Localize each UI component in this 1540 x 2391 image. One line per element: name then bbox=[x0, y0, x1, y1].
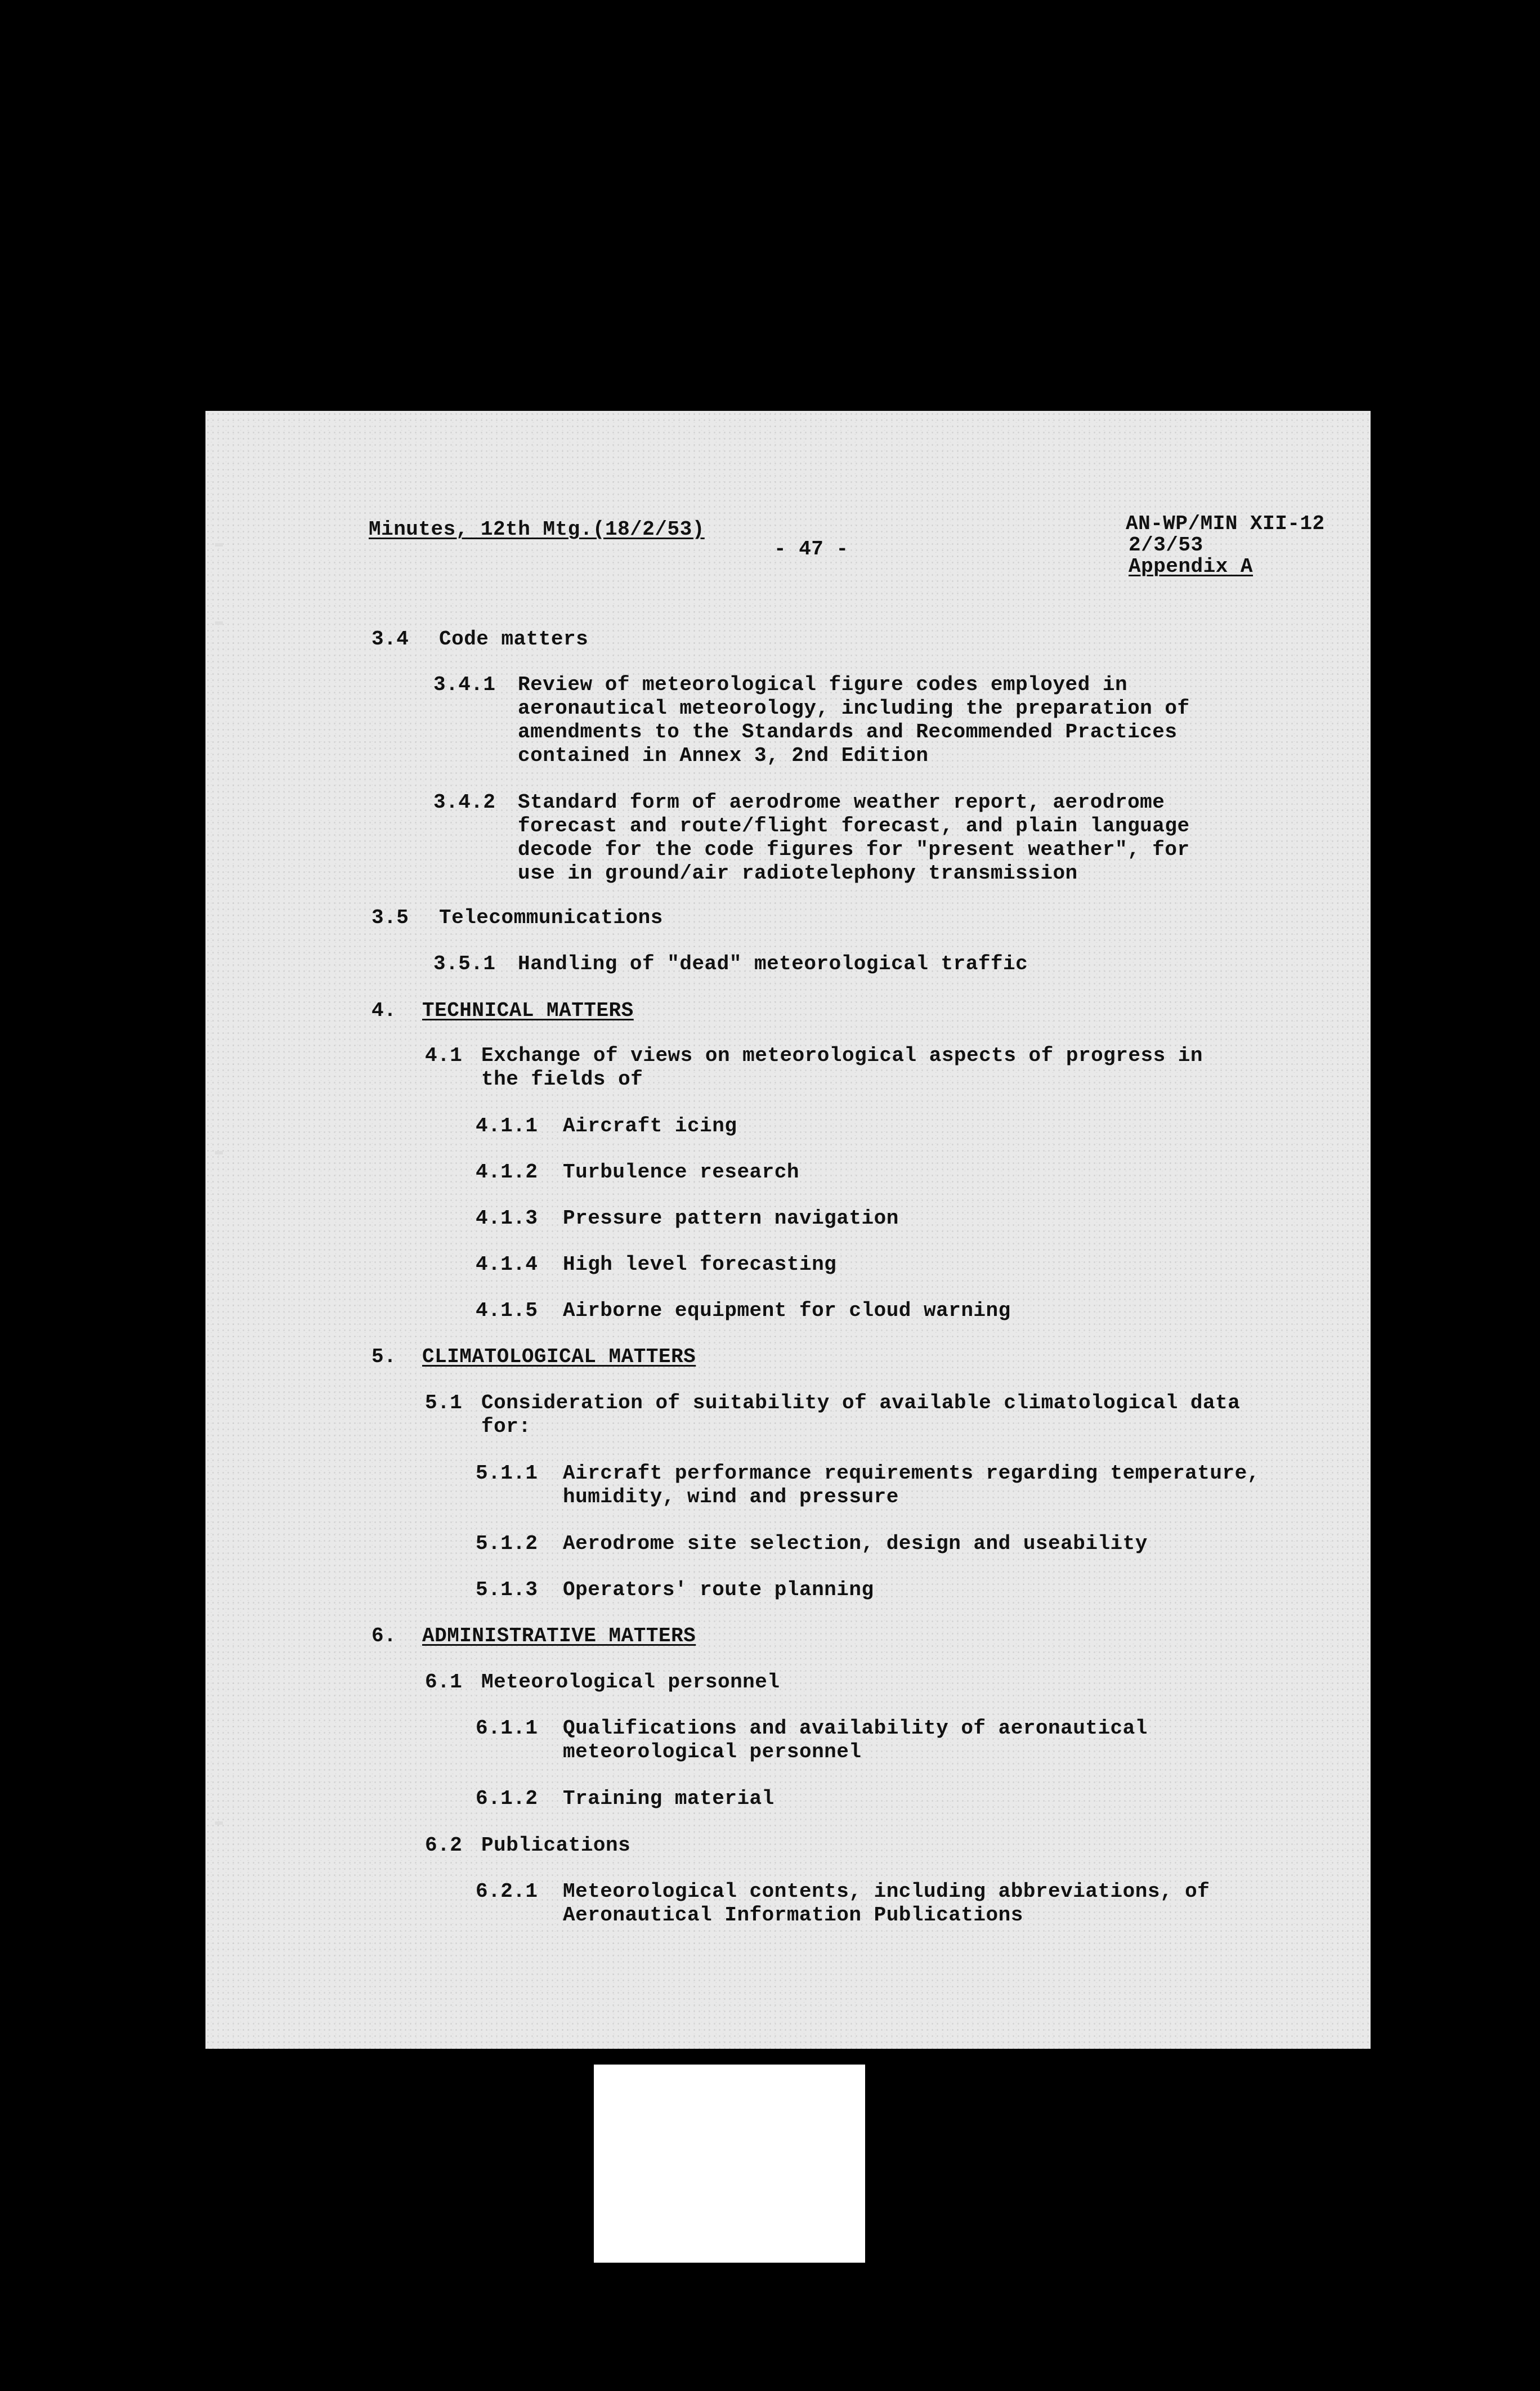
item-number: 4.1.3 bbox=[476, 1207, 538, 1230]
item-number: 5.1.2 bbox=[476, 1532, 538, 1555]
item-text-line: aeronautical meteorology, including the preparation of bbox=[518, 697, 1190, 720]
section-heading: TECHNICAL MATTERS bbox=[422, 999, 634, 1022]
item-text-line: Qualifications and availability of aeronautical bbox=[563, 1717, 1148, 1740]
item-text-line: Handling of "dead" meteorological traffic bbox=[518, 952, 1028, 975]
blank-card bbox=[594, 2065, 865, 2263]
margin-mark bbox=[215, 1821, 223, 1825]
item-text-line: Aircraft icing bbox=[563, 1114, 737, 1138]
item-text-line: humidity, wind and pressure bbox=[563, 1485, 899, 1508]
item-text-line: Airborne equipment for cloud warning bbox=[563, 1299, 1011, 1322]
item-text-line: High level forecasting bbox=[563, 1253, 837, 1276]
item-text-line: Pressure pattern navigation bbox=[563, 1207, 899, 1230]
item-text-line: Aeronautical Information Publications bbox=[563, 1904, 1023, 1927]
section-title: Code matters bbox=[439, 628, 589, 651]
page-number: - 47 - bbox=[774, 538, 849, 561]
section-title: Telecommunications bbox=[439, 906, 663, 929]
margin-mark bbox=[215, 621, 223, 625]
item-number: 6.2.1 bbox=[476, 1880, 538, 1903]
document-date: 2/3/53 bbox=[1129, 534, 1203, 557]
item-text-line: Operators' route planning bbox=[563, 1578, 874, 1601]
item-text-line: Training material bbox=[563, 1787, 775, 1810]
item-number: 3.5.1 bbox=[433, 952, 496, 975]
item-text-line: meteorological personnel bbox=[563, 1740, 862, 1763]
section-number: 3.5 bbox=[371, 906, 409, 929]
item-text-line: Consideration of suitability of available climatological data bbox=[481, 1391, 1241, 1414]
item-text-line: amendments to the Standards and Recommended Practices bbox=[518, 720, 1178, 744]
item-text-line: use in ground/air radiotelephony transmission bbox=[518, 862, 1078, 885]
item-text-line: Meteorological contents, including abbreviations, of bbox=[563, 1880, 1210, 1903]
section-number: 6. bbox=[371, 1624, 397, 1647]
item-text-line: Aircraft performance requirements regarding temperature, bbox=[563, 1462, 1260, 1485]
item-number: 4.1.4 bbox=[476, 1253, 538, 1276]
document-reference: AN-WP/MIN XII-12 bbox=[1126, 512, 1325, 535]
item-text-line: decode for the code figures for "present weather", for bbox=[518, 838, 1190, 861]
item-text-line: contained in Annex 3, 2nd Edition bbox=[518, 744, 929, 767]
item-text-line: Review of meteorological figure codes employed in bbox=[518, 673, 1128, 696]
item-number: 3.4.2 bbox=[433, 791, 496, 814]
item-number: 6.1.1 bbox=[476, 1717, 538, 1740]
section-number: 4. bbox=[371, 999, 397, 1022]
item-text-line: Publications bbox=[481, 1834, 631, 1857]
item-text-line: for: bbox=[481, 1415, 531, 1438]
item-number: 6.2 bbox=[425, 1834, 463, 1857]
section-number: 5. bbox=[371, 1345, 397, 1368]
item-number: 3.4.1 bbox=[433, 673, 496, 696]
item-number: 5.1.1 bbox=[476, 1462, 538, 1485]
item-number: 4.1.2 bbox=[476, 1161, 538, 1184]
section-heading: ADMINISTRATIVE MATTERS bbox=[422, 1624, 696, 1647]
item-text-line: Exchange of views on meteorological aspects of progress in bbox=[481, 1044, 1203, 1067]
section-heading: CLIMATOLOGICAL MATTERS bbox=[422, 1345, 696, 1368]
item-text-line: Standard form of aerodrome weather report, aerodrome bbox=[518, 791, 1165, 814]
section-number: 3.4 bbox=[371, 628, 409, 651]
document-page bbox=[205, 411, 1371, 2049]
item-number: 6.1 bbox=[425, 1671, 463, 1694]
margin-mark bbox=[215, 1151, 223, 1154]
item-text-line: Turbulence research bbox=[563, 1161, 799, 1184]
item-number: 5.1 bbox=[425, 1391, 463, 1414]
item-number: 4.1.5 bbox=[476, 1299, 538, 1322]
appendix-label: Appendix A bbox=[1129, 555, 1254, 578]
item-text-line: Meteorological personnel bbox=[481, 1671, 780, 1694]
item-text-line: Aerodrome site selection, design and useability bbox=[563, 1532, 1148, 1555]
item-number: 5.1.3 bbox=[476, 1578, 538, 1601]
item-text-line: forecast and route/flight forecast, and plain language bbox=[518, 814, 1190, 838]
header-minutes-ref: Minutes, 12th Mtg.(18/2/53) bbox=[369, 518, 705, 541]
item-number: 4.1.1 bbox=[476, 1114, 538, 1138]
item-number: 4.1 bbox=[425, 1044, 463, 1067]
item-number: 6.1.2 bbox=[476, 1787, 538, 1810]
margin-mark bbox=[215, 543, 223, 547]
item-text-line: the fields of bbox=[481, 1068, 643, 1091]
